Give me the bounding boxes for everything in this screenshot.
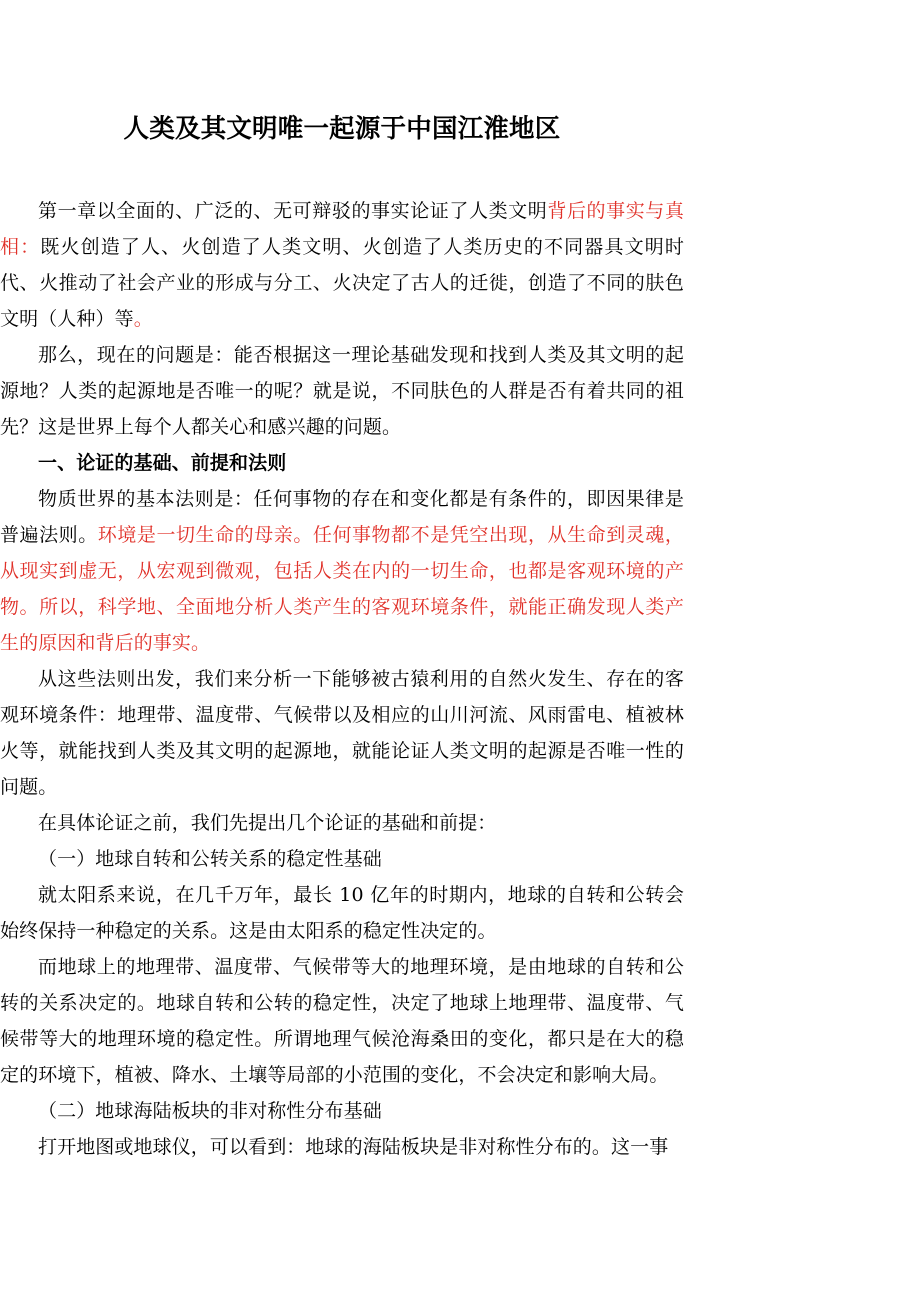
text-run: 既火创造了人、火创造了人类文明、火创造了人类历史的不同器具文明时代、火推动了社会产业的形成与分工、火决定了古人的迁徙，创造了不同的肤色文明（人种）等: [0, 236, 684, 330]
body-paragraph: [0, 193, 684, 337]
subsection-heading: [0, 1093, 684, 1129]
highlighted-text-run: 环境是一切生命的母亲。任何事物都不是凭空出现，从生命到灵魂，从现实到虚无，从宏观到微观，包括人类在内的一切生命，也都是客观环境的产物。所以，科学地、全面地分析人类产生的客观环境条件，就能正确发现人类产生的原因和背后的事实。: [0, 524, 684, 654]
section-heading: [0, 445, 684, 481]
text-run: （一）地球自转和公转关系的稳定性基础: [38, 848, 382, 870]
text-run: 那么，现在的问题是：能否根据这一理论基础发现和找到人类及其文明的起源地？人类的起源地是否唯一的呢？就是说，不同肤色的人群是否有着共同的祖先？这是世界上每个人都关心和感兴趣的问题。: [0, 344, 684, 438]
subsection-heading: [0, 841, 684, 877]
document-body: [0, 193, 684, 1165]
body-paragraph: [0, 661, 684, 805]
highlighted-text-run: 背后的事实与真相：: [0, 200, 685, 258]
page-title: 人类及其文明唯一起源于中国江淮地区: [123, 114, 561, 144]
text-run: 一、论证的基础、前提和法则: [38, 452, 287, 474]
text-run: 第一章以全面的、广泛的、无可辩驳的事实论证了人类文明: [38, 200, 548, 222]
body-paragraph: [0, 1129, 684, 1165]
text-run: 从这些法则出发，我们来分析一下能够被古猿利用的自然火发生、存在的客观环境条件：地理带、温度带、气候带以及相应的山川河流、风雨雷电、植被林火等，就能找到人类及其文明的起源地，就能论证人类文明的起源是否唯一性的问题。: [0, 668, 684, 798]
body-paragraph: [0, 337, 684, 445]
text-run: 就太阳系来说，在几千万年，最长 10 亿年的时期内，地球的自转和公转会始终保持一种稳定的关系。这是由太阳系的稳定性决定的。: [0, 884, 684, 942]
text-run: 打开地图或地球仪，可以看到：地球的海陆板块是非对称性分布的。这一事: [38, 1136, 669, 1158]
body-paragraph: [0, 805, 684, 841]
text-run: 在具体论证之前，我们先提出几个论证的基础和前提：: [38, 812, 497, 834]
body-paragraph: [0, 877, 684, 949]
highlighted-text-run: 。: [133, 308, 153, 330]
text-run: （二）地球海陆板块的非对称性分布基础: [38, 1100, 382, 1122]
body-paragraph: [0, 481, 684, 661]
text-run: 而地球上的地理带、温度带、气候带等大的地理环境，是由地球的自转和公转的关系决定的。地球自转和公转的稳定性，决定了地球上地理带、温度带、气候带等大的地理环境的稳定性。所谓地理气候沧海桑田的变化，都只是在大的稳定的环境下，植被、降水、土壤等局部的小范围的变化，不会决定和影响大局。: [0, 956, 684, 1086]
text-run: 物质世界的基本法则是：任何事物的存在和变化都是有条件的，即因果律是普遍法则。: [0, 488, 684, 546]
body-paragraph: [0, 949, 684, 1093]
